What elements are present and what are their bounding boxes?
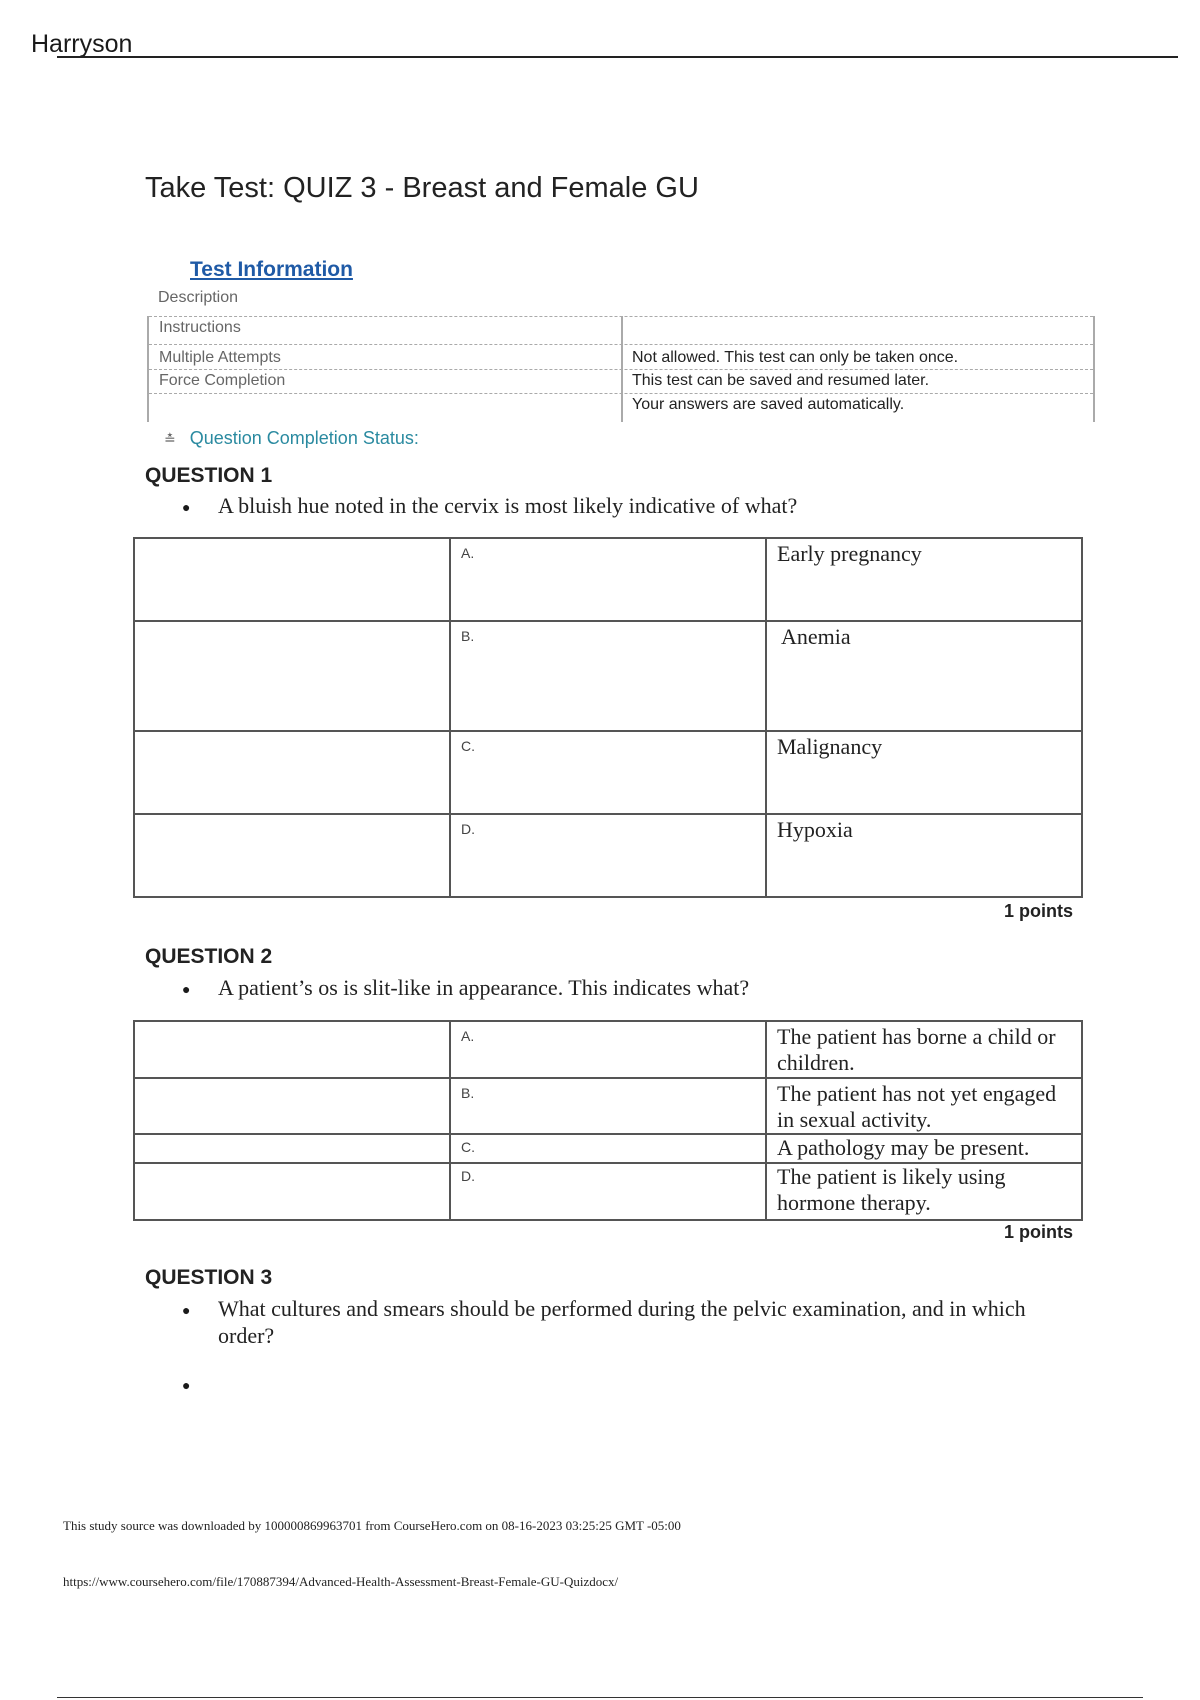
info-value: Your answers are saved automatically. (632, 396, 905, 413)
answer-row[interactable] (134, 1134, 1082, 1163)
question-2-label: QUESTION 2 (145, 945, 273, 968)
question-completion-status[interactable] (164, 428, 419, 449)
info-row-multiple-attempts (149, 344, 1093, 370)
description-label: Description (158, 289, 239, 306)
question-2-points: 1 points (1003, 1222, 1073, 1242)
answer-text: The patient has borne a child or children. (777, 1024, 1056, 1075)
question-1-label: QUESTION 1 (145, 464, 273, 487)
info-label: Instructions (159, 319, 241, 336)
answer-select-cell[interactable] (134, 1163, 450, 1220)
bullet-icon: ● (182, 1302, 191, 1318)
answer-letter-cell (450, 1021, 766, 1078)
question-3-text: What cultures and smears should be performed during the pelvic examination, and in which order? (218, 1296, 1026, 1348)
info-value: This test can be saved and resumed later. (632, 372, 930, 389)
question-1-points: 1 points (1003, 901, 1073, 921)
answer-select-cell[interactable] (134, 1021, 450, 1078)
answer-letter-cell (450, 1163, 766, 1220)
answer-text: Hypoxia (777, 817, 853, 842)
source-url[interactable]: https://www.coursehero.com/file/170887394/Advanced-Health-Assessment-Breast-Female-GU-Quizdocx/ (63, 1574, 619, 1589)
answer-letter-cell (450, 731, 766, 814)
question-2-answers (133, 1020, 1083, 1221)
answer-letter: D. (461, 1168, 475, 1184)
answer-text: Malignancy (777, 734, 883, 759)
test-info-table (147, 316, 1095, 422)
info-row-autosave (149, 393, 1093, 423)
answer-select-cell[interactable] (134, 814, 450, 897)
answer-text-cell (766, 731, 1082, 814)
answer-select-cell[interactable] (134, 538, 450, 621)
answer-row[interactable] (134, 538, 1082, 621)
author-name: Harryson (31, 30, 133, 58)
question-1-text: A bluish hue noted in the cervix is most likely indicative of what? (218, 493, 798, 518)
info-row-force-completion (149, 369, 1093, 394)
header-divider (57, 56, 1178, 58)
answer-text: The patient has not yet engaged in sexual activity. (777, 1081, 1057, 1132)
answer-row[interactable] (134, 1078, 1082, 1134)
answer-select-cell[interactable] (134, 621, 450, 731)
answer-letter: B. (461, 628, 475, 644)
question-1-answers (133, 537, 1083, 898)
answer-letter: D. (461, 821, 475, 837)
info-value: Not allowed. This test can only be taken once. (632, 349, 959, 366)
bullet-icon: ● (182, 499, 191, 515)
answer-letter: A. (461, 545, 475, 561)
answer-select-cell[interactable] (134, 731, 450, 814)
answer-letter-cell (450, 1078, 766, 1134)
double-chevron-down-icon[interactable]: ≛ (164, 431, 176, 447)
answer-select-cell[interactable] (134, 1134, 450, 1163)
answer-text-cell (766, 1163, 1082, 1220)
download-source-note: This study source was downloaded by 100000869963701 from CourseHero.com on 08-16-2023 03:25:25 GMT -05:00 (63, 1518, 681, 1533)
answer-select-cell[interactable] (134, 1078, 450, 1134)
question-3-label: QUESTION 3 (145, 1266, 273, 1289)
answer-row[interactable] (134, 1163, 1082, 1220)
answer-text-cell (766, 538, 1082, 621)
bullet-icon: ● (182, 1377, 191, 1393)
answer-letter-cell (450, 538, 766, 621)
info-label: Multiple Attempts (159, 349, 281, 366)
answer-text-cell (766, 1078, 1082, 1134)
answer-row[interactable] (134, 731, 1082, 814)
answer-letter-cell (450, 814, 766, 897)
answer-letter-cell (450, 1134, 766, 1163)
answer-text-cell (766, 1134, 1082, 1163)
page-title: Take Test: QUIZ 3 - Breast and Female GU (145, 172, 699, 204)
answer-text-cell (766, 1021, 1082, 1078)
question-completion-label: Question Completion Status: (189, 428, 419, 448)
answer-letter: C. (461, 1139, 475, 1155)
answer-row[interactable] (134, 814, 1082, 897)
answer-text: Early pregnancy (777, 541, 922, 566)
answer-text-cell (766, 814, 1082, 897)
info-row-instructions (149, 316, 1093, 345)
answer-text: A pathology may be present. (777, 1135, 1030, 1160)
answer-row[interactable] (134, 1021, 1082, 1078)
answer-letter: B. (461, 1085, 475, 1101)
answer-letter-cell (450, 621, 766, 731)
answer-text-cell (766, 621, 1082, 731)
answer-row[interactable] (134, 621, 1082, 731)
bullet-icon: ● (182, 981, 191, 997)
footer-divider (57, 1697, 1143, 1698)
question-2-text: A patient’s os is slit-like in appearance. This indicates what? (218, 975, 750, 1000)
answer-text: The patient is likely using hormone therapy. (777, 1164, 1006, 1215)
answer-text: Anemia (781, 624, 851, 649)
info-label: Force Completion (159, 372, 286, 389)
test-information-link[interactable]: Test Information (190, 258, 353, 281)
answer-letter: C. (461, 738, 475, 754)
answer-letter: A. (461, 1028, 475, 1044)
